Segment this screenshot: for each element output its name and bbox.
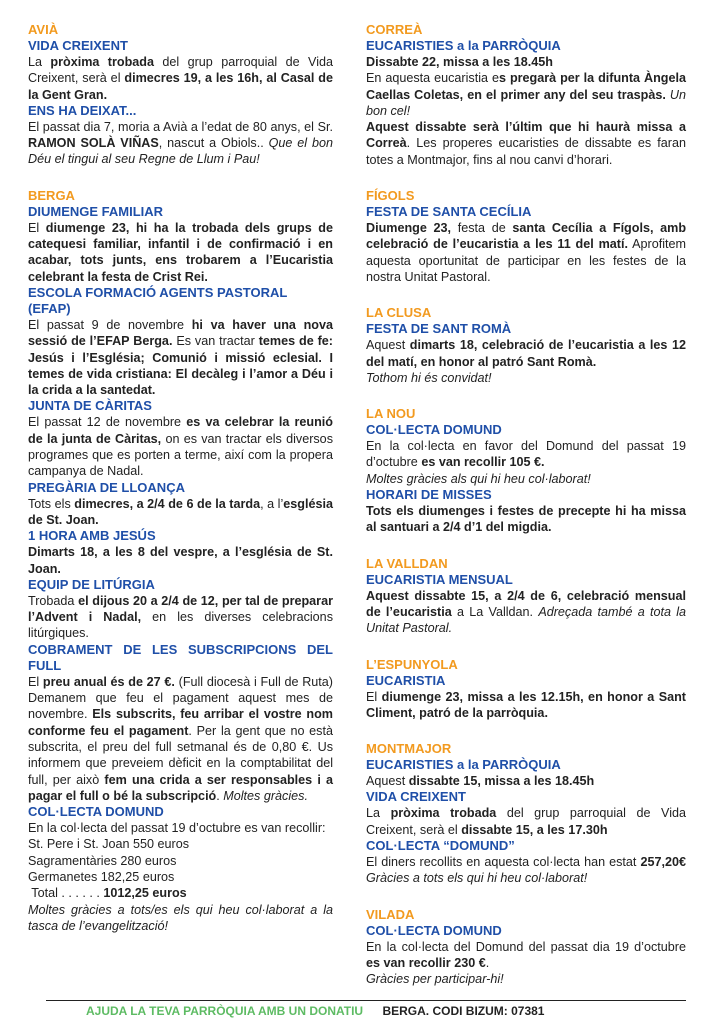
list-item: St. Pere i St. Joan 550 euros bbox=[28, 837, 190, 852]
place-heading: AVIÀ bbox=[28, 22, 59, 37]
subheading: HORARI DE MISSES bbox=[366, 487, 492, 503]
bizum-code: BERGA. CODI BIZUM: 07381 bbox=[382, 1004, 545, 1018]
paragraph: El diumenge 23, hi ha la trobada dels grups de catequesi familiar, infantil i de confirmació i en acabar, tots junts, ens trobarem a l’Eucaristia celebrant la festa de Crist Rei. bbox=[28, 220, 333, 284]
subheading: 1 HORA AMB JESÚS bbox=[28, 528, 156, 544]
paragraph: Dimarts 18, a les 8 del vespre, a l’església de St. Joan. bbox=[28, 545, 333, 576]
paragraph: Aquest dissabte 15, missa a les 18.45h bbox=[366, 774, 595, 789]
place-heading: BERGA bbox=[28, 187, 75, 203]
paragraph: Dissabte 22, missa a les 18.45h bbox=[366, 55, 553, 69]
section-avia bbox=[28, 22, 333, 168]
subheading: FESTA DE SANTA CECÍLIA bbox=[366, 204, 532, 220]
paragraph: El preu anual és de 27 €. (Full diocesà i Full de Ruta) Demanem que feu el pagament aquest mes de novembre. Els subscrits, feu arribar el vostre nom conforme feu el pagament. Per la gent que no està subscrita, el preu del full setmanal és de 0,80 €. Us informem que preveiem dèficit en la comptabilitat del full, per això fem una crida a ser responsables i a pagar el full o bé la subscripció. Moltes gràcies. bbox=[28, 674, 333, 803]
list-item: Sagramentàries 280 euros bbox=[28, 853, 177, 868]
left-column bbox=[28, 22, 333, 954]
list-item: Germanetes 182,25 euros bbox=[28, 869, 175, 884]
paragraph: Moltes gràcies als qui hi heu col·laborat! bbox=[366, 471, 591, 486]
paragraph: Trobada el dijous 20 a 2/4 de 12, per tal de preparar l’Advent i Nadal, en les diverses celebracions litúrgiques. bbox=[28, 593, 333, 641]
paragraph: Moltes gràcies a tots/es els qui heu col·laborat a la tasca de l’evangelització! bbox=[28, 902, 333, 933]
section-clusa bbox=[366, 305, 686, 386]
subheading: COL·LECTA DOMUND bbox=[366, 922, 502, 938]
place-heading: LA VALLDAN bbox=[366, 555, 448, 571]
section-nou bbox=[366, 406, 686, 535]
place-heading: VILADA bbox=[366, 906, 415, 922]
footer bbox=[86, 1004, 544, 1018]
subheading: ESCOLA FORMACIÓ AGENTS PASTORAL (EFAP) bbox=[28, 284, 288, 316]
place-heading: CORREÀ bbox=[366, 22, 423, 37]
place-heading: MONTMAJOR bbox=[366, 741, 452, 757]
donate-text: AJUDA LA TEVA PARRÒQUIA AMB UN DONATIU bbox=[86, 1004, 364, 1018]
subheading: COL·LECTA “DOMUND” bbox=[366, 838, 515, 854]
paragraph: La pròxima trobada del grup parroquial de Vida Creixent, serà el dimecres 19, a les 16h, al Casal de la Gent Gran. bbox=[28, 55, 333, 102]
subheading: EUCARISTIA MENSUAL bbox=[366, 571, 513, 587]
paragraph: En la col·lecta en favor del Domund del passat 19 d’octubre es van recollir 105 €. bbox=[366, 439, 686, 470]
place-heading: FÍGOLS bbox=[366, 188, 415, 204]
subheading: EUCARISTIA bbox=[366, 672, 446, 688]
section-vilada bbox=[366, 907, 686, 988]
paragraph: El diumenge 23, missa a les 12.15h, en honor a Sant Climent, patró de la parròquia. bbox=[366, 689, 686, 720]
place-heading: LA CLUSA bbox=[366, 305, 432, 321]
paragraph: Aquest dimarts 18, celebració de l’eucaristia a les 12 del matí, en honor al patró Sant Romà. bbox=[366, 338, 686, 369]
paragraph: Diumenge 23, festa de santa Cecília a Fígols, amb celebració de l’eucaristia a les 11 del matí. Aprofitem aquesta oportunitat de participar en les festes de la nostra Unitat Pastoral. bbox=[366, 221, 687, 284]
subheading: ENS HA DEIXAT... bbox=[28, 102, 137, 118]
total-row: Total . . . . . . 1012,25 euros bbox=[28, 886, 187, 901]
paragraph: Aquest dissabte serà l’últim que hi haurà missa a Correà. Les properes eucaristies de dissabte es faran totes a Montmajor, fins al nou canvi d’horari. bbox=[366, 120, 686, 167]
subheading: VIDA CREIXENT bbox=[366, 789, 466, 805]
subheading: COL·LECTA DOMUND bbox=[366, 422, 502, 438]
section-espunyola bbox=[366, 657, 686, 722]
paragraph: En la col·lecta del Domund del passat dia 19 d’octubre es van recollir 230 €. bbox=[366, 939, 686, 970]
section-valldan bbox=[366, 556, 686, 637]
paragraph: Gràcies per participar-hi! bbox=[366, 972, 504, 987]
subheading: PREGÀRIA DE LLOANÇA bbox=[28, 479, 185, 495]
subheading: EUCARISTIES a la PARRÒQUIA bbox=[366, 757, 561, 773]
section-correa bbox=[366, 22, 686, 168]
subheading: VIDA CREIXENT bbox=[28, 38, 128, 53]
subheading: COL·LECTA DOMUND bbox=[28, 804, 164, 820]
paragraph: En la col·lecta del passat 19 d’octubre es van recollir: bbox=[28, 821, 326, 836]
subheading: EQUIP DE LITÚRGIA bbox=[28, 576, 155, 592]
place-heading: L’ESPUNYOLA bbox=[366, 656, 458, 672]
subheading: FESTA DE SANT ROMÀ bbox=[366, 321, 512, 337]
subheading: JUNTA DE CÀRITAS bbox=[28, 398, 152, 414]
place-heading: LA NOU bbox=[366, 406, 416, 422]
paragraph: El passat dia 7, moria a Avià a l’edat de 80 anys, el Sr. RAMON SOLÀ VIÑAS, nascut a Obiols.. Que el bon Déu el tingui al seu Regne de Llum i Pau! bbox=[28, 119, 333, 167]
paragraph: Aquest dissabte 15, a 2/4 de 6, celebració mensual de l’eucaristia a La Valldan. Adreçada també a tota la Unitat Pastoral. bbox=[366, 588, 686, 636]
paragraph: El diners recollits en aquesta col·lecta han estat 257,20€ Gràcies a tots els qui hi heu col·laborat! bbox=[366, 855, 686, 886]
section-montmajor bbox=[366, 741, 686, 886]
paragraph: Tothom hi és convidat! bbox=[366, 370, 492, 385]
paragraph: Tots els diumenges i festes de precepte hi ha missa al santuari a 2/4 d’1 del migdia. bbox=[366, 504, 686, 535]
paragraph: Tots els dimecres, a 2/4 de 6 de la tarda, a l’església de St. Joan. bbox=[28, 496, 333, 527]
subheading: EUCARISTIES a la PARRÒQUIA bbox=[366, 38, 561, 53]
section-berga bbox=[28, 188, 333, 934]
paragraph: En aquesta eucaristia es pregarà per la difunta Àngela Caellas Coletas, en el primer any del seu traspàs. Un bon cel! bbox=[366, 71, 687, 118]
right-column bbox=[366, 22, 686, 1008]
subheading: DIUMENGE FAMILIAR bbox=[28, 203, 164, 219]
footer-divider bbox=[46, 1000, 686, 1001]
paragraph: El passat 9 de novembre hi va haver una nova sessió de l’EFAP Berga. Es van tractar temes de fe: Jesús i l’Església; Comunió i missió eclesial. I temes de vida cristiana: El decàleg i l’amor a Déu i la crida a la santedat. bbox=[28, 317, 333, 398]
section-figols bbox=[366, 188, 686, 285]
paragraph: El passat 12 de novembre es va celebrar la reunió de la junta de Càritas, on es van tractar els diversos programes que es porten a terme, així com la propera campanya de Nadal. bbox=[28, 415, 333, 479]
paragraph: La pròxima trobada del grup parroquial de Vida Creixent, serà el dissabte 15, a les 17.30h bbox=[366, 806, 686, 837]
subheading: COBRAMENT DE LES SUBSCRIPCIONS DEL FULL bbox=[28, 641, 333, 673]
